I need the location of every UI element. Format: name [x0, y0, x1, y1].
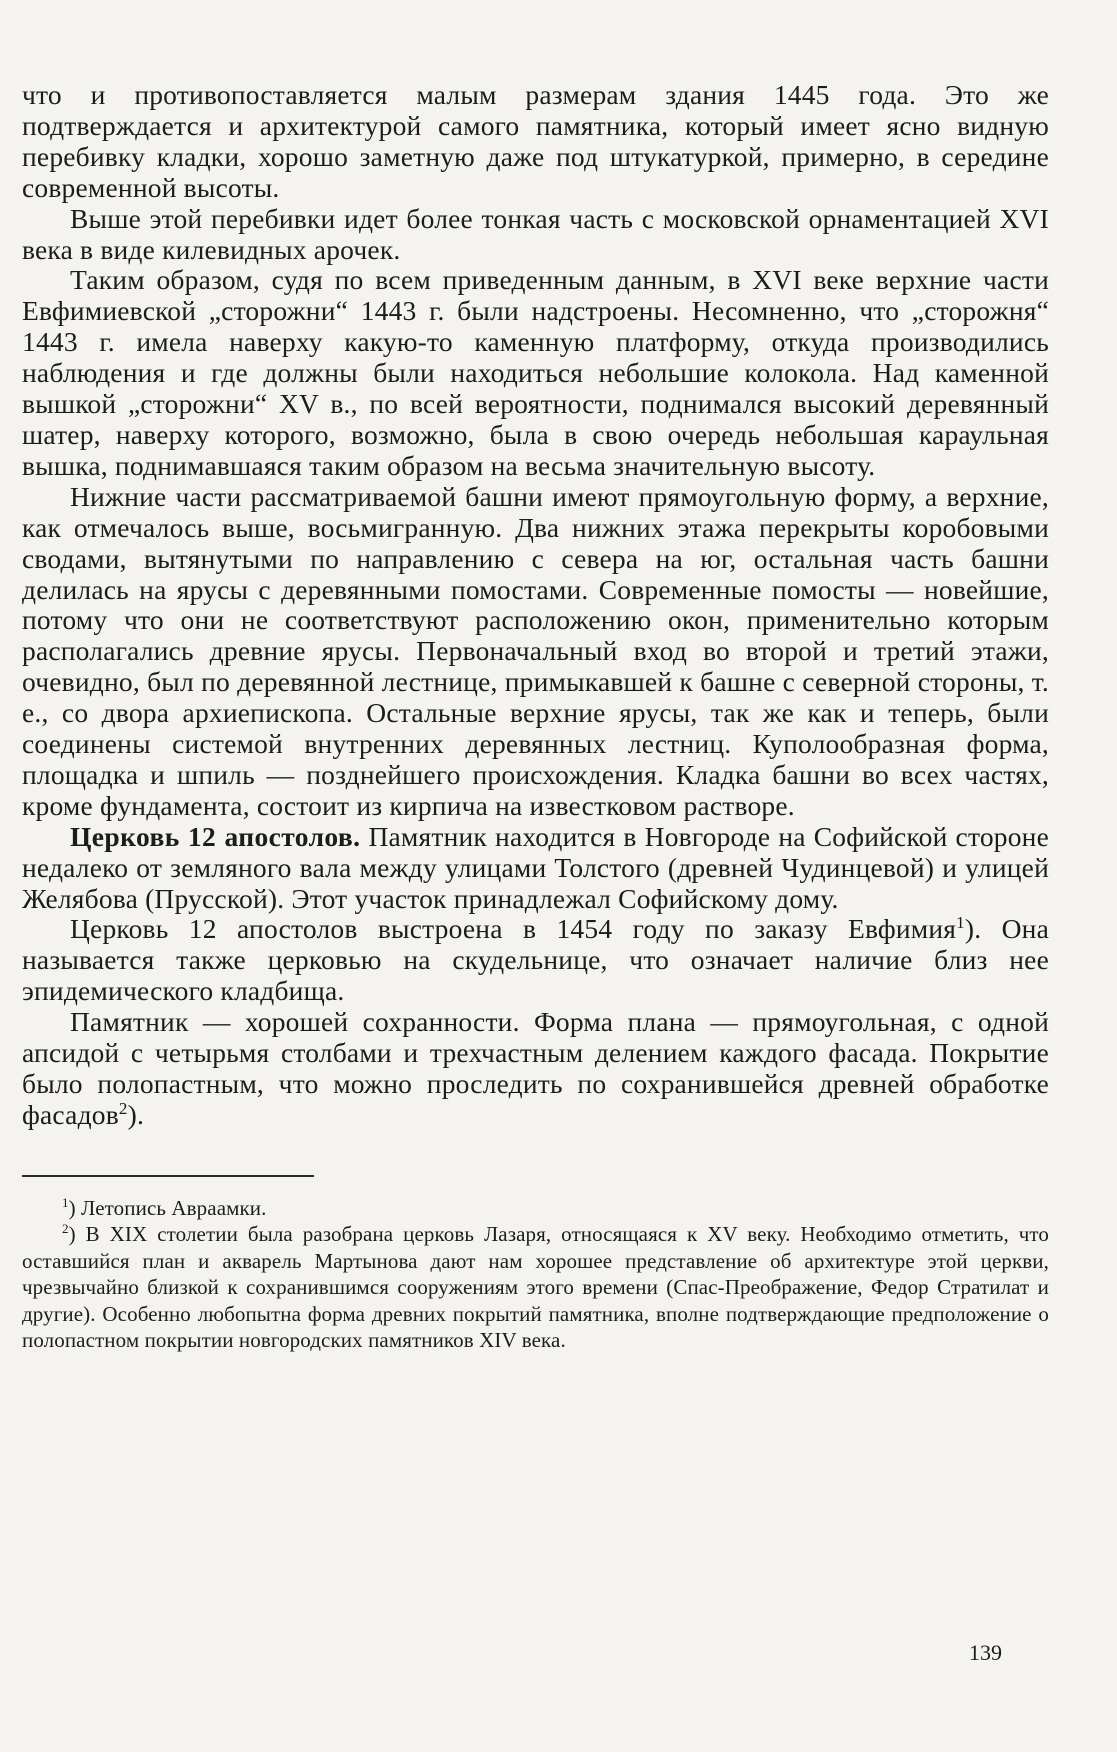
- footnote-ref-2: 2: [118, 1098, 128, 1118]
- footnote-1-text: ) Летопись Авраамки.: [68, 1195, 267, 1220]
- paragraph-4: Нижние части рассматриваемой башни имеют прямоугольную форму, а верхние, как отмечалось выше, восьмигранную. Два нижних этажа перекрыты коробовыми сводами, вытянутыми по направлению с севера на юг, остальная часть башни делилась на ярусы с деревянными помостами. Современные помосты — новейшие, потому что они не соответствуют расположению окон, применительно которым располагались древние ярусы. Первоначальный вход во второй и третий этажи, очевидно, был по деревянной лестнице, примыкавшей к башне с северной стороны, т. е., со двора архиепископа. Остальные верхние ярусы, так же как и теперь, были соединены системой внутренних деревянных лестниц. Куполообразная форма, площадка и шпиль — позднейшего происхождения. Кладка башни во всех частях, кроме фундамента, состоит из кирпича на известковом растворе.: [22, 480, 1049, 821]
- section-heading: Церковь 12 апостолов.: [70, 820, 361, 852]
- footnote-divider: [22, 1175, 314, 1177]
- paragraph-5-text: Памятник находится в Новгороде на Софийской стороне недалеко от земляного вала между улицами Толстого (древней Чудинцевой) и улицей Желябова (Прусской). Этот участок принадлежал Софийскому дому.: [22, 820, 1049, 914]
- main-text: [22, 80, 1049, 1131]
- footnote-2: [22, 1221, 1049, 1354]
- footnote-1: [22, 1195, 1049, 1222]
- footnote-1-mark: 1: [62, 1194, 69, 1210]
- footnote-2-text: ) В XIX столетии была разобрана церковь Лазаря, относящаяся к XV веку. Необходимо отметить, что оставшийся план и акварель Мартынова дают нам хорошее представление об архитектуре этой церкви, чрезвычайно близкой к сохранившимся сооружениям этого времени (Спас-Преображение, Федор Стратилат и другие). Особенно любопытна форма древних покрытий памятника, вполне подтверждающие предположение о полопастном покрытии новгородских памятников XIV века.: [22, 1222, 1049, 1353]
- paragraph-6-text-cont: ). Она называется также церковью на скудельнице, что означает наличие близ нее эпидемического кладбища.: [22, 913, 1050, 1007]
- footnotes: [22, 1195, 1049, 1354]
- paragraph-2: Выше этой перебивки идет более тонкая часть с московской орнаментацией XVI века в виде килевидных арочек.: [22, 202, 1049, 265]
- paragraph-7: [22, 1007, 1049, 1131]
- footnote-ref-1: 1: [956, 913, 965, 933]
- paragraph-3: Таким образом, судя по всем приведенным данным, в XVI веке верхние части Евфимиевской „сторожни“ 1443 г. были надстроены. Несомненно, что „сторожня“ 1443 г. имела наверху какую-то каменную платформу, откуда производились наблюдения и где должны были находиться небольшие колокола. Над каменной вышкой „сторожни“ XV в., по всей вероятности, поднимался высокий деревянный шатер, наверху которого, возможно, была в свою очередь небольшая караульная вышка, поднимавшаяся таким образом на весьма значительную высоту.: [22, 264, 1049, 481]
- paragraph-6: [22, 914, 1049, 1007]
- paragraph-5: [22, 822, 1049, 915]
- footnote-2-mark: 2: [62, 1221, 69, 1237]
- page-number: 139: [969, 1640, 1002, 1665]
- paragraph-1: что и противопоставляется малым размерам здания 1445 года. Это же подтверждается и архитектурой самого памятника, который имеет ясно видную перебивку кладки, хорошо заметную даже под штукатуркой, примерно, в середине современной высоты.: [22, 79, 1049, 203]
- paragraph-6-text: Церковь 12 апостолов выстроена в 1454 году по заказу Евфимия: [70, 913, 957, 945]
- paragraph-7-text: Памятник — хорошей сохранности. Форма плана — прямоугольная, с одной апсидой с четырьмя столбами и трехчастным делением каждого фасада. Покрытие было полопастным, что можно проследить по сохранившейся древней обработке фасадов: [22, 1006, 1049, 1130]
- paragraph-7-text-cont: ).: [127, 1098, 145, 1130]
